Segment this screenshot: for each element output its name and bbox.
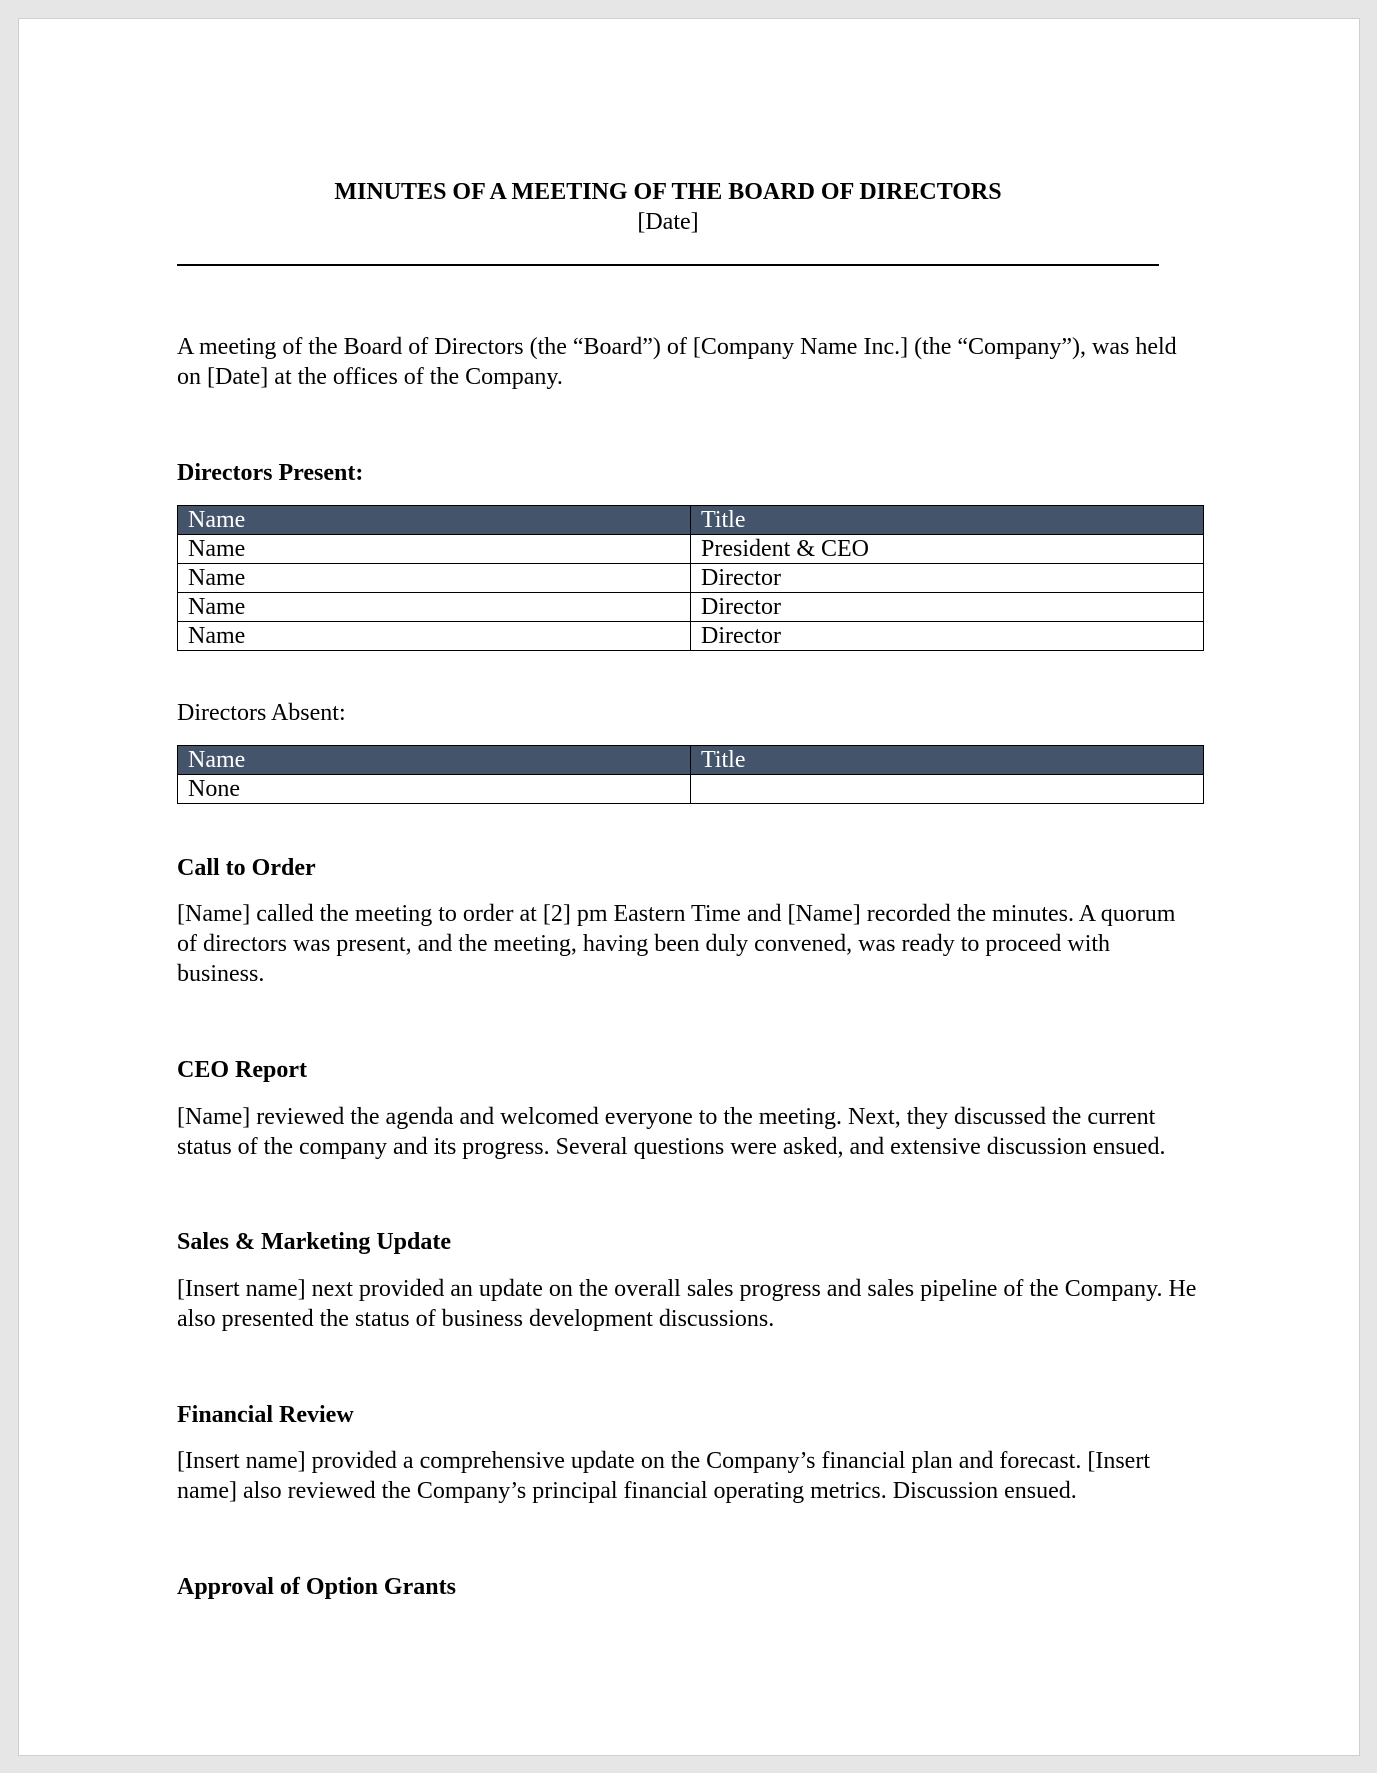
cell-name: Name — [178, 535, 691, 564]
call-to-order-paragraph — [177, 899, 1227, 989]
table-row — [178, 564, 1204, 593]
cell-title — [691, 775, 1204, 804]
table-row — [178, 535, 1204, 564]
cell-title: President & CEO — [691, 535, 1204, 564]
call-to-order-line-1: [Name] called the meeting to order at [2] pm Eastern Time and [Name] recorded the minutes. A quorum — [177, 901, 1176, 927]
directors-absent-heading: Directors Absent: — [177, 700, 346, 726]
ceo-report-line-2: status of the company and its progress. Several questions were asked, and extensive discussion ensued. — [177, 1134, 1166, 1160]
call-to-order-line-2: of directors was present, and the meeting, having been duly convened, was ready to proceed with — [177, 931, 1111, 957]
ceo-report-paragraph — [177, 1102, 1227, 1162]
document-page — [18, 18, 1360, 1756]
call-to-order-heading: Call to Order — [177, 855, 316, 881]
document-date: [Date] — [637, 209, 699, 235]
cell-name: Name — [178, 593, 691, 622]
sales-marketing-heading: Sales & Marketing Update — [177, 1229, 451, 1255]
call-to-order-line-3: business. — [177, 961, 265, 987]
ceo-report-heading: CEO Report — [177, 1057, 307, 1083]
financial-review-heading: Financial Review — [177, 1402, 354, 1428]
cell-name: Name — [178, 622, 691, 651]
intro-line-1: A meeting of the Board of Directors (the “Board”) of [Company Name Inc.] (the “Company”), was held — [177, 334, 1177, 360]
cell-title: Director — [691, 564, 1204, 593]
table-header-row — [178, 506, 1204, 535]
financial-review-line-2: name] also reviewed the Company’s principal financial operating metrics. Discussion ensued. — [177, 1478, 1077, 1504]
cell-title: Director — [691, 622, 1204, 651]
column-header-name: Name — [178, 506, 691, 535]
document-title: MINUTES OF A MEETING OF THE BOARD OF DIRECTORS — [334, 179, 1002, 205]
cell-name: Name — [178, 564, 691, 593]
table-row — [178, 593, 1204, 622]
column-header-title: Title — [691, 506, 1204, 535]
table-row — [178, 775, 1204, 804]
sales-marketing-paragraph — [177, 1274, 1227, 1334]
directors-absent-table — [177, 745, 1204, 804]
table-header-row — [178, 746, 1204, 775]
sales-marketing-line-1: [Insert name] next provided an update on the overall sales progress and sales pipeline of the Company. He — [177, 1276, 1197, 1302]
table-row — [178, 622, 1204, 651]
intro-line-2: on [Date] at the offices of the Company. — [177, 364, 563, 390]
directors-present-table — [177, 505, 1204, 651]
intro-paragraph — [177, 332, 1227, 392]
cell-title: Director — [691, 593, 1204, 622]
financial-review-line-1: [Insert name] provided a comprehensive update on the Company’s financial plan and forecast. [Insert — [177, 1448, 1150, 1474]
sales-marketing-line-2: also presented the status of business development discussions. — [177, 1306, 775, 1332]
option-grants-heading: Approval of Option Grants — [177, 1574, 456, 1600]
title-divider — [177, 264, 1159, 266]
directors-present-heading: Directors Present: — [177, 460, 364, 486]
cell-name: None — [178, 775, 691, 804]
column-header-title: Title — [691, 746, 1204, 775]
column-header-name: Name — [178, 746, 691, 775]
financial-review-paragraph — [177, 1446, 1227, 1506]
ceo-report-line-1: [Name] reviewed the agenda and welcomed everyone to the meeting. Next, they discussed the current — [177, 1104, 1156, 1130]
